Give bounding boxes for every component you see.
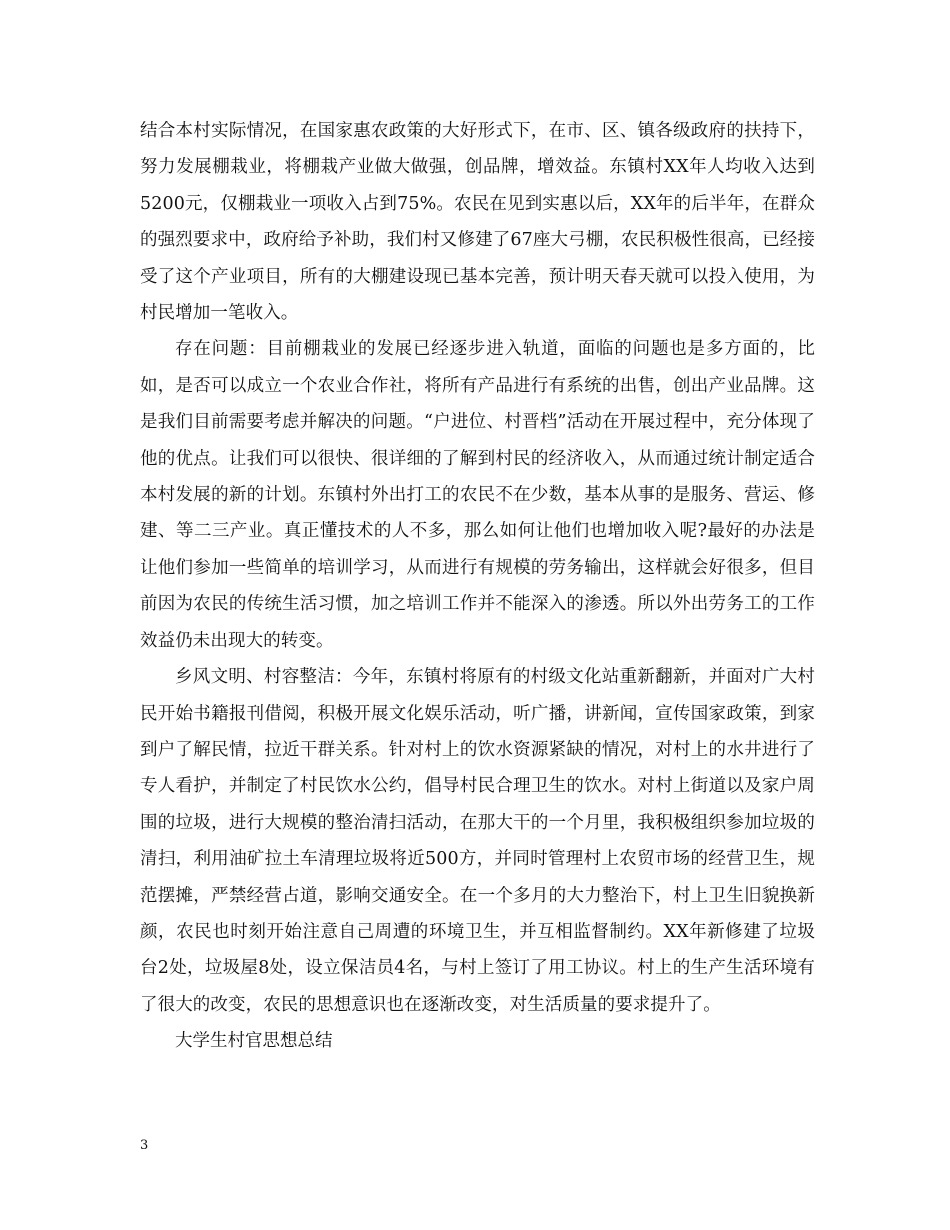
document-body	[140, 113, 815, 1060]
paragraph-village-civility: 乡风文明、村容整洁：今年，东镇村将原有的村级文化站重新翻新，并面对广大村民开始书籍报刊借阅，积极开展文化娱乐活动，听广播，讲新闻，宣传国家政策，到家到户了解民情，拉近干群关系。针对村上的饮水资源紧缺的情况，对村上的水井进行了专人看护，并制定了村民饮水公约，倡导村民合理卫生的饮水。对村上街道以及家户周围的垃圾，进行大规模的整治清扫活动，在那大干的一个月里，我积极组织参加垃圾的清扫，利用油矿拉土车清理垃圾将近500方，并同时管理村上农贸市场的经营卫生，规范摆摊，严禁经营占道，影响交通安全。在一个多月的大力整治下，村上卫生旧貌换新颜，农民也时刻开始注意自己周遭的环境卫生，并互相监督制约。XX年新修建了垃圾台2处，垃圾屋8处，设立保洁员4名，与村上签订了用工协议。村上的生产生活环境有了很大的改变，农民的思想意识也在逐渐改变，对生活质量的要求提升了。	[140, 667, 815, 1015]
closing-title: 大学生村官思想总结	[175, 1031, 333, 1052]
page-number: 3	[140, 1138, 149, 1153]
paragraph-existing-problems: 存在问题：目前棚栽业的发展已经逐步进入轨道，面临的问题也是多方面的，比如，是否可以成立一个农业合作社，将所有产品进行有系统的出售，创出产业品牌。这是我们目前需要考虑并解决的问题。“户进位、村晋档”活动在开展过程中，充分体现了他的优点。让我们可以很快、很详细的了解到村民的经济收入，从而通过统计制定适合本村发展的新的计划。东镇村外出打工的农民不在少数，基本从事的是服务、营运、修建、等二三产业。真正懂技术的人不多，那么如何让他们也增加收入呢?最好的办法是让他们参加一些简单的培训学习，从而进行有规模的劳务输出，这样就会好很多，但目前因为农民的传统生活习惯，加之培训工作并不能深入的渗透。所以外出劳务工的工作效益仍未出现大的转变。	[140, 339, 815, 651]
paragraph-income-overview: 结合本村实际情况，在国家惠农政策的大好形式下，在市、区、镇各级政府的扶持下，努力发展棚栽业，将棚栽产业做大做强，创品牌，增效益。东镇村XX年人均收入达到5200元，仅棚栽业一项收入占到75%。农民在见到实惠以后，XX年的后半年，在群众的强烈要求中，政府给予补助，我们村又修建了67座大弓棚，农民积极性很高，已经接受了这个产业项目，所有的大棚建设现已基本完善，预计明天春天就可以投入使用，为村民增加一笔收入。	[140, 121, 815, 324]
